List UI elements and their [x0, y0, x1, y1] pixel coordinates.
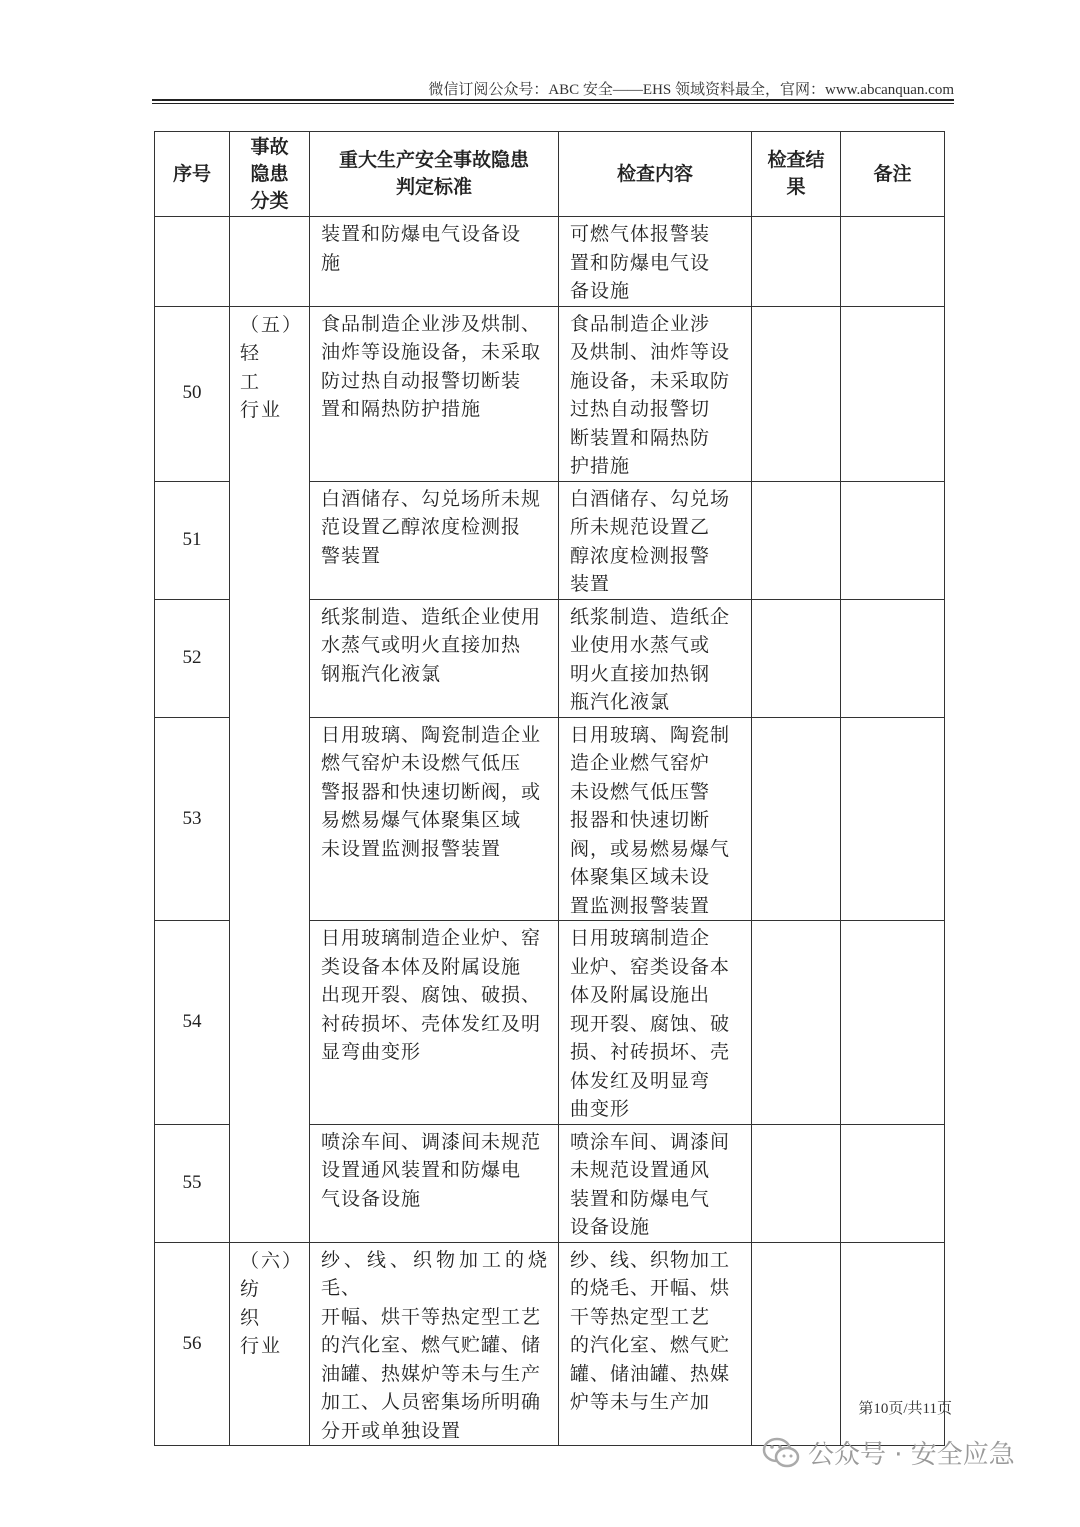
content-cell: 日用玻璃、陶瓷制 造企业燃气窑炉 未设燃气低压警 报器和快速切断 阀，或易燃易爆气 体聚集区域未设 置监测报警装置 — [570, 723, 731, 917]
standard-cell: 日用玻璃制造企业炉、窑 类设备本体及附属设施 出现开裂、腐蚀、破损、 衬砖损坏、壳体发红及明 显弯曲变形 — [321, 927, 542, 1063]
category-cell: （五） 轻 工 行业 — [230, 306, 310, 1242]
standard-cell: 食品制造企业涉及烘制、 油炸等设施设备，未采取 防过热自动报警切断装 置和隔热防护措施 — [321, 312, 542, 420]
standard-cell: 白酒储存、勾兑场所未规 范设置乙醇浓度检测报 警装置 — [321, 487, 542, 567]
table-row — [155, 306, 945, 481]
content-cell: 日用玻璃制造企 业炉、窑类设备本 体及附属设施出 现开裂、腐蚀、破 损、衬砖损坏、壳 体发红及明显弯 曲变形 — [570, 927, 731, 1120]
standard-cell: 纸浆制造、造纸企业使用 水蒸气或明火直接加热 钢瓶汽化液氯 — [321, 605, 542, 685]
result-cell — [752, 306, 841, 481]
seq-cell: 52 — [155, 599, 230, 717]
content-cell: 纱、线、织物加工 的烧毛、开幅、烘 干等热定型工艺 的汽化室、燃气贮 罐、储油罐、热媒 炉等未与生产加 — [570, 1248, 731, 1413]
header-content: 检查内容 — [559, 132, 752, 217]
category-cell: （六） 纺 织 行业 — [230, 1242, 310, 1446]
seq-cell: 51 — [155, 481, 230, 599]
result-cell — [752, 921, 841, 1125]
standard-cell: 装置和防爆电气设备设 施 — [321, 223, 522, 274]
standard-cell: 纱、线、织物加工的烧毛、 开幅、烘干等热定型工艺 的汽化室、燃气贮罐、储 油罐、热媒炉等未与生产 加工、人员密集场所明确 分开或单独设置 — [321, 1248, 548, 1442]
content-cell: 白酒储存、勾兑场 所未规范设置乙 醇浓度检测报警 装置 — [570, 487, 731, 595]
remark-cell — [841, 306, 945, 481]
content-cell: 食品制造企业涉 及烘制、油炸等设 施设备，未采取防 过热自动报警切 断装置和隔热防 护措施 — [570, 312, 731, 477]
header-rule-thin — [152, 103, 954, 104]
seq-cell: 53 — [155, 717, 230, 921]
hazard-table — [154, 131, 945, 1446]
remark-cell — [841, 717, 945, 921]
content-cell: 可燃气体报警装 置和防爆电气设 备设施 — [570, 223, 711, 302]
watermark-text: 公众号 · 安全应急 — [808, 1440, 1015, 1470]
seq-cell: 55 — [155, 1124, 230, 1242]
remark-cell — [841, 599, 945, 717]
standard-cell: 喷涂车间、调漆间未规范 设置通风装置和防爆电 气设备设施 — [321, 1130, 542, 1210]
result-cell — [752, 1242, 841, 1446]
header-category: 事故 隐患 分类 — [230, 132, 310, 217]
remark-cell — [841, 921, 945, 1125]
remark-cell — [841, 217, 945, 307]
header-remark: 备注 — [841, 132, 945, 217]
remark-cell — [841, 481, 945, 599]
table-header-row — [155, 132, 945, 217]
result-cell — [752, 217, 841, 307]
wechat-icon — [762, 1436, 800, 1470]
seq-cell: 56 — [155, 1242, 230, 1446]
page-number: 第10页/共11页 — [858, 1401, 952, 1417]
result-cell — [752, 717, 841, 921]
content-cell: 喷涂车间、调漆间 未规范设置通风 装置和防爆电气 设备设施 — [570, 1130, 731, 1238]
table-row — [155, 1242, 945, 1446]
result-cell — [752, 481, 841, 599]
standard-cell: 日用玻璃、陶瓷制造企业 燃气窑炉未设燃气低压 警报器和快速切断阀，或 易燃易爆气体聚集区域 未设置监测报警装置 — [321, 723, 542, 860]
remark-cell — [841, 1124, 945, 1242]
header-rule — [152, 99, 954, 101]
watermark — [762, 1434, 1015, 1471]
header-text: 微信订阅公众号：ABC 安全——EHS 领域资料最全，官网：www.abcanquan.com — [428, 82, 954, 98]
table-row — [155, 217, 945, 307]
header-seq: 序号 — [155, 132, 230, 217]
result-cell — [752, 599, 841, 717]
header-standard: 重大生产安全事故隐患 判定标准 — [310, 132, 559, 217]
seq-cell: 54 — [155, 921, 230, 1125]
seq-cell: 50 — [155, 306, 230, 481]
content-cell: 纸浆制造、造纸企 业使用水蒸气或 明火直接加热钢 瓶汽化液氯 — [570, 605, 731, 713]
result-cell — [752, 1124, 841, 1242]
header-result: 检查结 果 — [752, 132, 841, 217]
